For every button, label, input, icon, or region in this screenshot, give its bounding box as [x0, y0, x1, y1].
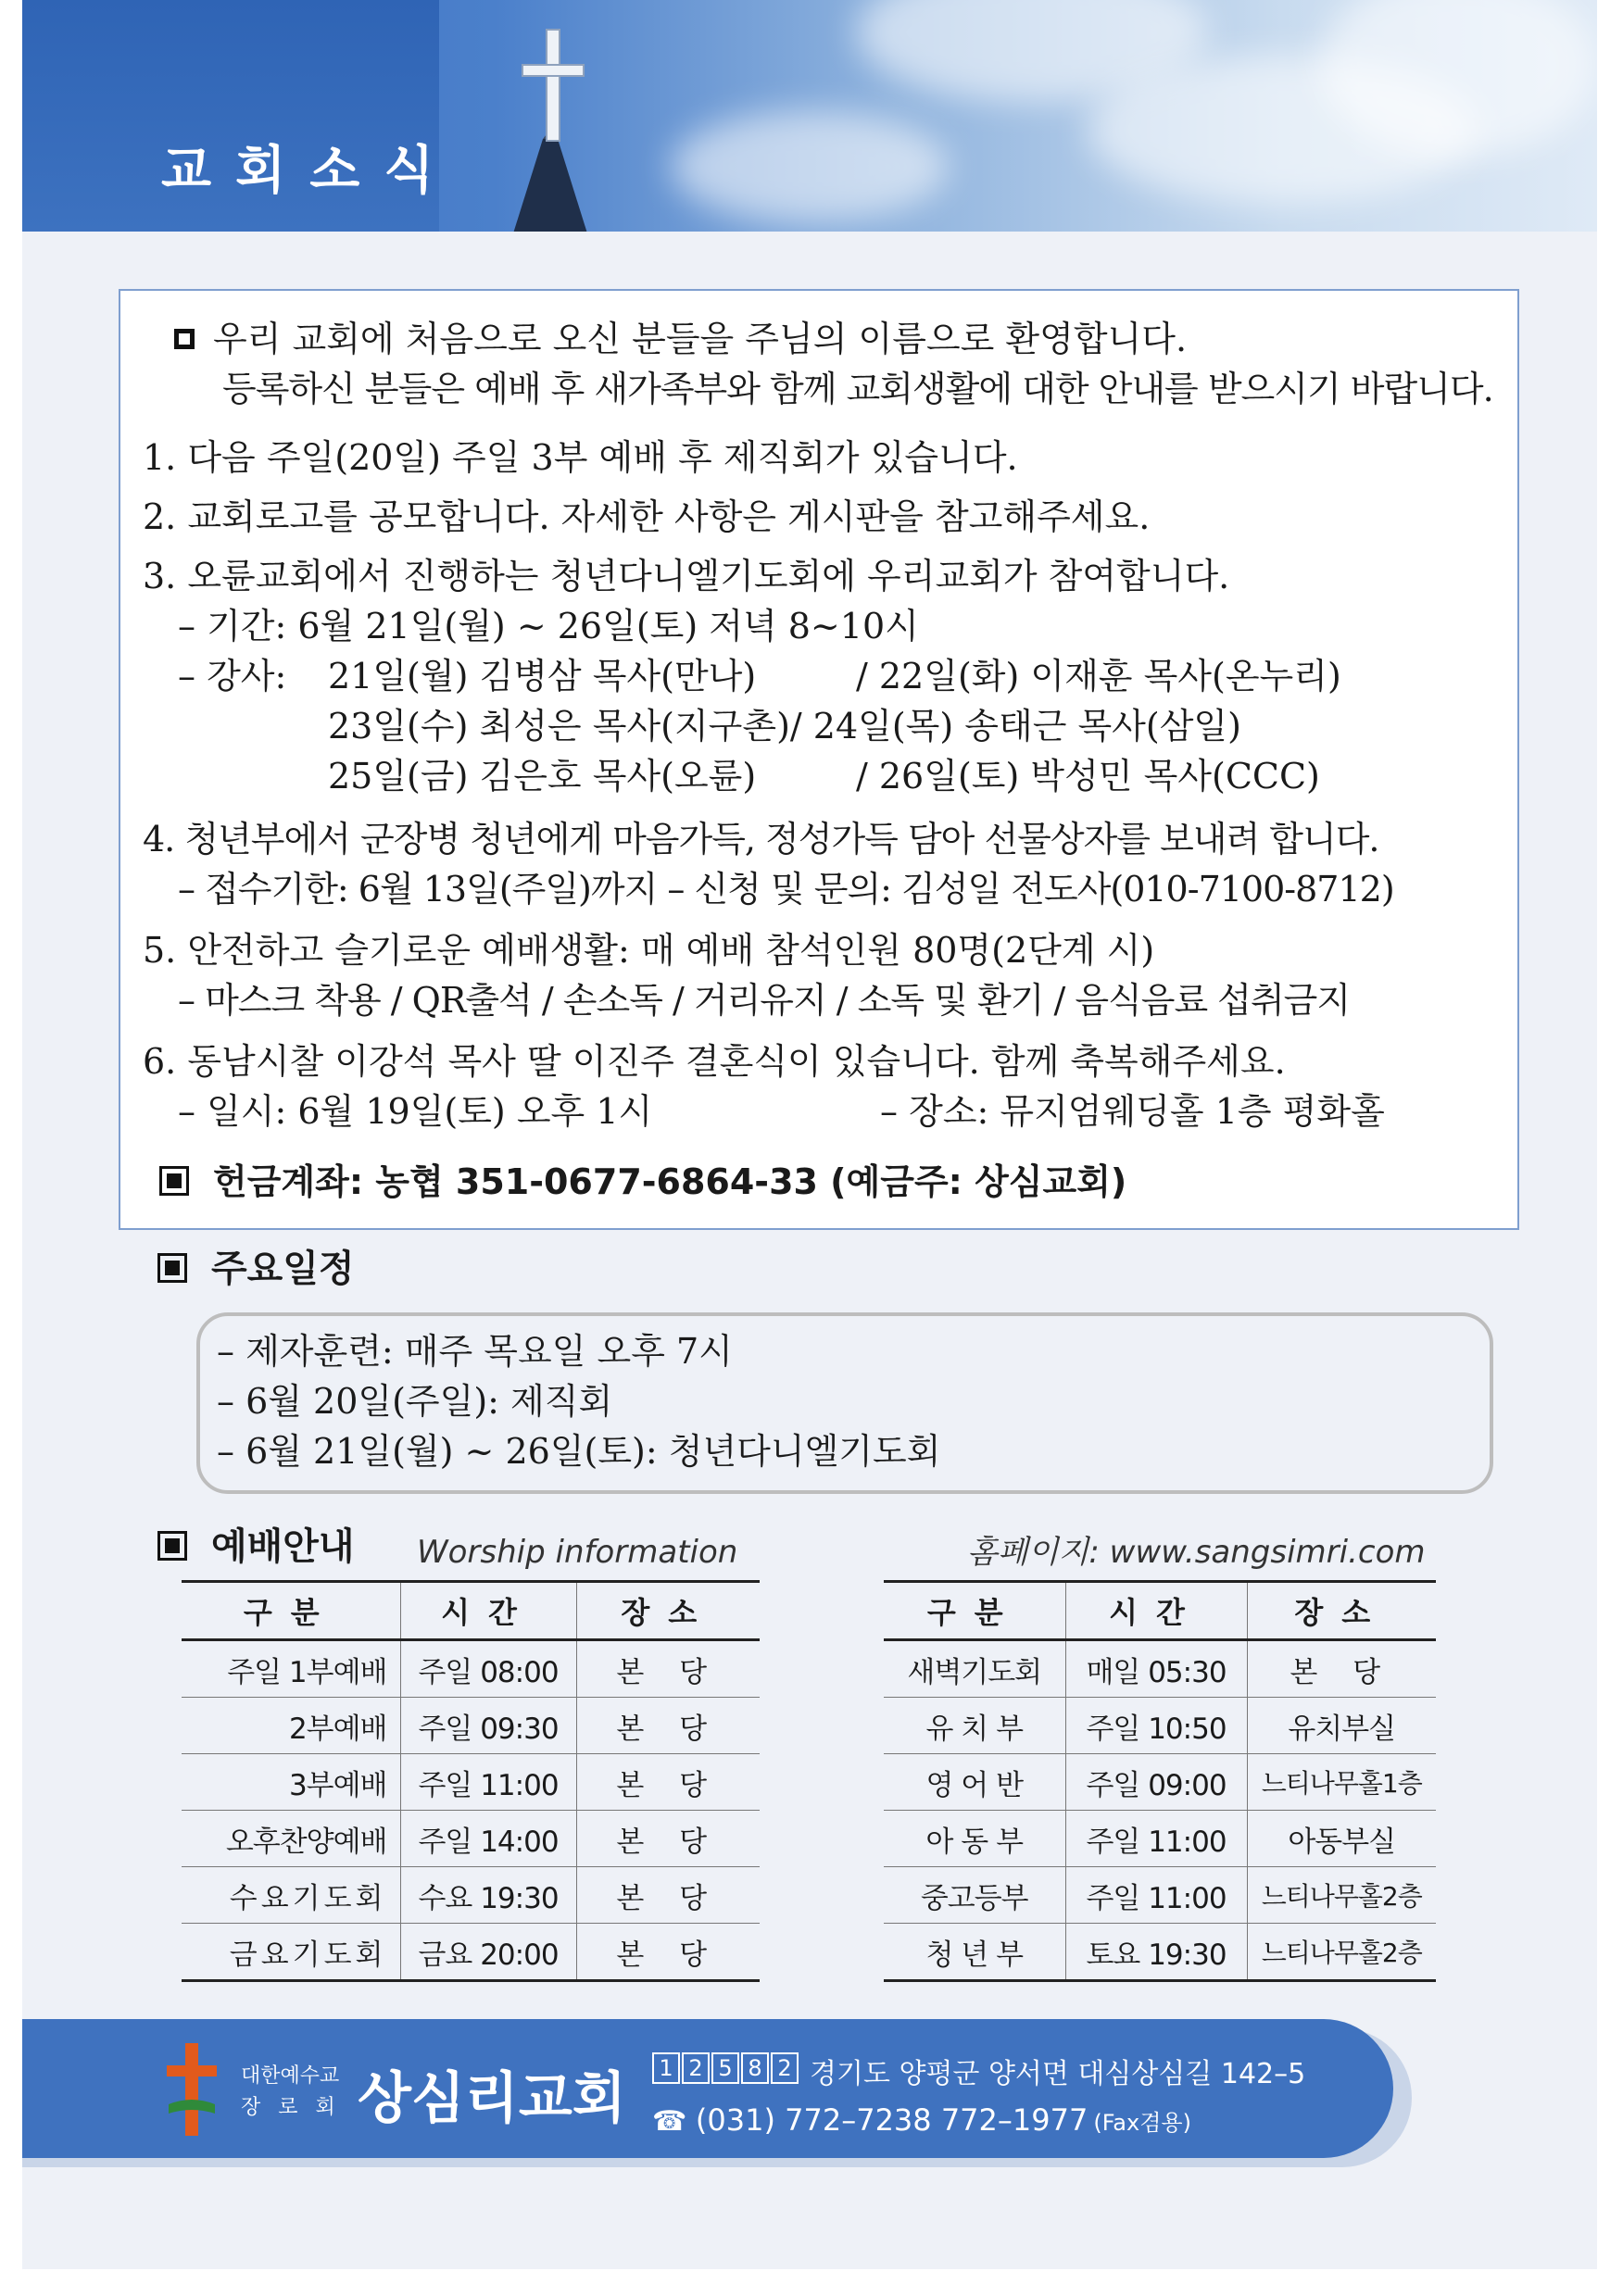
table-row [182, 1867, 760, 1924]
notice-box [119, 289, 1519, 1230]
welcome-line-2: 등록하신 분들은 예배 후 새가족부와 함께 교회생활에 대한 안내를 받으시기 바랍니다. [222, 369, 1493, 409]
worship-heading: 예배안내 [157, 1526, 355, 1567]
homepage-link[interactable]: 홈페이지: www.sangsimri.com [967, 1534, 1426, 1571]
cell-category: 아 동 부 [884, 1811, 1065, 1867]
filled-square-icon [159, 1166, 189, 1196]
cell-category: 청 년 부 [884, 1924, 1065, 1981]
steeple-cross-icon [458, 19, 643, 232]
church-name: 상심리교회 [358, 2066, 626, 2131]
cell-category: 3부예배 [182, 1754, 400, 1811]
notice-5-detail: – 마스크 착용 / QR출석 / 손소독 / 거리유지 / 소독 및 환기 / 음식음료 섭취금지 [178, 980, 1351, 1021]
col-header-time: 시간 [1065, 1582, 1247, 1640]
cell-place: 느티나무홀1층 [1247, 1754, 1436, 1811]
church-logo-icon [161, 2039, 222, 2139]
schedule-heading: 주요일정 [157, 1248, 355, 1289]
notice-6: 6. 동남시찰 이강석 목사 딸 이진주 결혼식이 있습니다. 함께 축복해주세요. [143, 1041, 1286, 1082]
col-header-category: 구분 [884, 1582, 1065, 1640]
worship-table-right [884, 1580, 1436, 1982]
notice-4-detail: – 접수기한: 6월 13일(주일)까지 – 신청 및 문의: 김성일 전도사(010-7100-8712) [178, 869, 1394, 910]
notice-3-speaker-5: / 26일(토) 박성민 목사(CCC) [856, 756, 1320, 797]
cell-time: 수요 19:30 [400, 1867, 576, 1924]
denomination-top: 대한예수교 [241, 2064, 340, 2088]
notice-3-speakers-label: – 강사: [178, 656, 287, 696]
cell-time: 주일 09:30 [400, 1698, 576, 1754]
filled-square-icon [157, 1253, 187, 1283]
table-row [182, 1754, 760, 1811]
cell-place: 본 당 [576, 1924, 760, 1981]
page-title: 교회소식 [161, 141, 459, 201]
cell-category: 영 어 반 [884, 1754, 1065, 1811]
cell-time: 금요 20:00 [400, 1924, 576, 1981]
notice-3-speaker-4: 25일(금) 김은호 목사(오륜) [328, 756, 757, 797]
table-row [182, 1811, 760, 1867]
notice-3: 3. 오륜교회에서 진행하는 청년다니엘기도회에 우리교회가 참여합니다. [143, 556, 1230, 596]
notice-3-speaker-1: 21일(월) 김병삼 목사(만나) [328, 656, 757, 696]
cell-place: 본 당 [576, 1698, 760, 1754]
postal-digit: 5 [711, 2052, 739, 2084]
worship-subtitle: Worship information [417, 1534, 738, 1571]
cell-place: 아동부실 [1247, 1811, 1436, 1867]
schedule-item-1: – 제자훈련: 매주 목요일 오후 7시 [217, 1331, 733, 1372]
notice-1: 1. 다음 주일(20일) 주일 3부 예배 후 제직회가 있습니다. [143, 437, 1018, 478]
col-header-place: 장소 [1247, 1582, 1436, 1640]
cell-time: 주일 10:50 [1065, 1698, 1247, 1754]
table-row [884, 1924, 1436, 1981]
cell-category: 수요기도회 [182, 1867, 400, 1924]
cell-place: 본 당 [576, 1867, 760, 1924]
worship-table-left [182, 1580, 760, 1982]
cell-time: 주일 11:00 [1065, 1811, 1247, 1867]
cell-place: 느티나무홀2층 [1247, 1924, 1436, 1981]
col-header-category: 구분 [182, 1582, 400, 1640]
cell-category: 새벽기도회 [884, 1640, 1065, 1698]
col-header-place: 장소 [576, 1582, 760, 1640]
table-row [884, 1754, 1436, 1811]
notice-2: 2. 교회로고를 공모합니다. 자세한 사항은 게시판을 참고해주세요. [143, 496, 1151, 537]
table-row [884, 1811, 1436, 1867]
postal-digit: 8 [741, 2052, 769, 2084]
table-row [182, 1698, 760, 1754]
cell-place: 본 당 [576, 1811, 760, 1867]
footer [22, 2019, 1597, 2158]
postal-digit: 1 [652, 2052, 680, 2084]
cell-category: 2부예배 [182, 1698, 400, 1754]
cell-place: 본 당 [576, 1754, 760, 1811]
table-row [884, 1640, 1436, 1698]
table-row [884, 1698, 1436, 1754]
cell-category: 주일 1부예배 [182, 1640, 400, 1698]
notice-4: 4. 청년부에서 군장병 청년에게 마음가득, 정성가득 담아 선물상자를 보내려 합니다. [143, 819, 1379, 859]
cell-category: 금요기도회 [182, 1924, 400, 1981]
cell-time: 주일 09:00 [1065, 1754, 1247, 1811]
phone-row [652, 2102, 1191, 2138]
cell-place: 본 당 [576, 1640, 760, 1698]
bulletin-page [22, 0, 1597, 2269]
cell-time: 매일 05:30 [1065, 1640, 1247, 1698]
header-banner [22, 0, 1597, 232]
cell-time: 주일 11:00 [400, 1754, 576, 1811]
table-row [182, 1640, 760, 1698]
cell-place: 본 당 [1247, 1640, 1436, 1698]
cell-time: 주일 08:00 [400, 1640, 576, 1698]
notice-3-speaker-2: / 22일(화) 이재훈 목사(온누리) [856, 656, 1341, 696]
notice-3-period: – 기간: 6월 21일(월) ~ 26일(토) 저녁 8~10시 [178, 606, 919, 646]
schedule-item-3: – 6월 21일(월) ~ 26일(토): 청년다니엘기도회 [217, 1431, 941, 1472]
denomination-bottom: 장 로 회 [241, 2096, 341, 2119]
col-header-time: 시간 [400, 1582, 576, 1640]
postal-digit: 2 [682, 2052, 710, 2084]
cell-time: 주일 14:00 [400, 1811, 576, 1867]
notice-3-speaker-3: 23일(수) 최성은 목사(지구촌)/ 24일(목) 송태근 목사(삼일) [328, 706, 1241, 747]
notice-5: 5. 안전하고 슬기로운 예배생활: 매 예배 참석인원 80명(2단계 시) [143, 930, 1155, 971]
cell-category: 유 치 부 [884, 1698, 1065, 1754]
welcome-line-1: 우리 교회에 처음으로 오신 분들을 주님의 이름으로 환영합니다. [174, 319, 1187, 359]
postal-code [652, 2052, 800, 2084]
table-row [182, 1924, 760, 1981]
cell-place: 느티나무홀2층 [1247, 1867, 1436, 1924]
notice-6-place: – 장소: 뮤지엄웨딩홀 1층 평화홀 [880, 1091, 1385, 1132]
table-row [884, 1867, 1436, 1924]
checkbox-square-icon [174, 329, 195, 349]
cell-time: 주일 11:00 [1065, 1867, 1247, 1924]
phone-numbers: (031) 772–7238 772–1977 [695, 2102, 1088, 2138]
phone-icon: ☎ [652, 2105, 696, 2138]
church-address: 경기도 양평군 양서면 대심상심길 142–5 [810, 2058, 1306, 2090]
postal-digit: 2 [771, 2052, 799, 2084]
filled-square-icon [157, 1531, 187, 1561]
cell-category: 오후찬양예배 [182, 1811, 400, 1867]
cell-place: 유치부실 [1247, 1698, 1436, 1754]
offering-account: 헌금계좌: 농협 351-0677-6864-33 (예금주: 상심교회) [159, 1161, 1126, 1202]
schedule-box [196, 1312, 1493, 1494]
fax-note: (Fax겸용) [1093, 2110, 1191, 2136]
schedule-item-2: – 6월 20일(주일): 제직회 [217, 1381, 613, 1422]
cell-category: 중고등부 [884, 1867, 1065, 1924]
cell-time: 토요 19:30 [1065, 1924, 1247, 1981]
notice-6-date: – 일시: 6월 19일(토) 오후 1시 [178, 1091, 653, 1132]
